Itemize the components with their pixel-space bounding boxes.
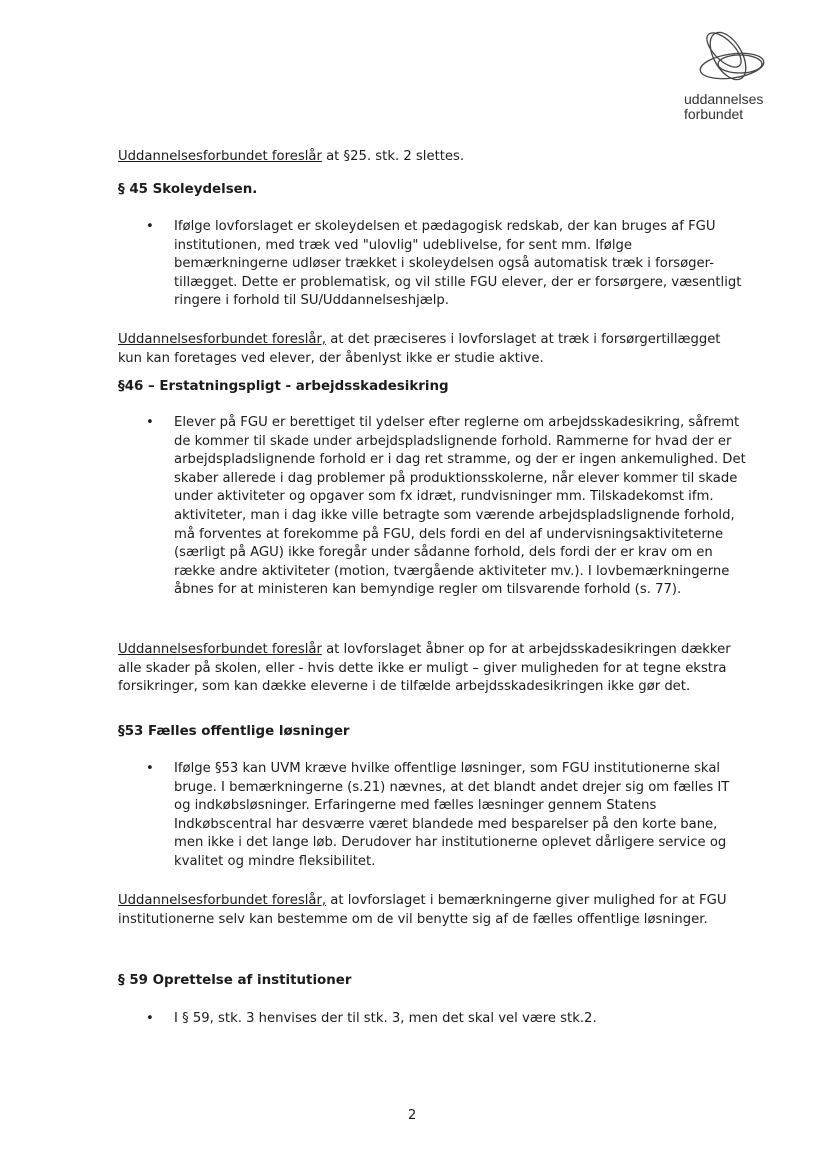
sec45-heading: § 45 Skoleydelsen. — [118, 182, 258, 197]
org-name: Uddannelsesforbundet foreslår, — [118, 332, 327, 347]
sec46-list — [118, 414, 748, 600]
bullet-item: • Elever på FGU er berettiget til ydelser efter reglerne om arbejdsskadesikring, såfremt de kommer til skade under arbejdspladslignende forhold. Rammerne for hvad der er arbejdspladslignende forhold er i dag ret stramme, og der er ingen ankemulighed. Det skaber allerede i dag problemer på produktionsskolerne, når elever kommer til skade under aktiviteter og opgaver som fx idræt, rundvisninger mm. Tilskadekomst ifm. aktiviteter, man i dag ikke ville betragte som værende arbejdspladslignende forhold, må forventes at forekomme på FGU, dels fordi en del af undervisningsaktiviteterne (særligt på AGU) ikke foregår under sådanne forhold, dels fordi der er krav om en række andre aktiviteter (motion, tværgående aktiviteter mv.). I lovbemærkningerne åbnes for at ministeren kan bemyndige regler om tilsvarende forhold (s. 77). — [118, 414, 748, 600]
sec53-list — [118, 760, 748, 872]
page-number: 2 — [408, 1108, 417, 1123]
bullet-item: • Ifølge lovforslaget er skoleydelsen et pædagogisk redskab, der kan bruges af FGU institutionen, med træk ved "ulovlig" udeblivelse, for sent mm. Ifølge bemærkningerne udløser trækket i skoleydelsen også automatisk træk i forsøger-tillægget. Dette er problematisk, og vil stille FGU elever, der er forsørgere, væsentligt ringere i forhold til SU/Uddannelseshjælp. — [118, 218, 748, 311]
logo-line-2: forbundet — [684, 106, 744, 122]
bullet-item: • Ifølge §53 kan UVM kræve hvilke offentlige løsninger, som FGU institutionerne skal bruge. I bemærkningerne (s.21) nævnes, at det blandt andet drejer sig om fælles IT og indkøbsløsninger. Erfaringerne med fælles læsninger gennem Statens Indkøbscentral har desværre været blandede med besparelser på den korte bane, men ikke i det lange løb. Derudover har institutionerne oplevet dårligere service og kvalitet og mindre fleksibilitet. — [118, 760, 748, 872]
logo-line-1: uddannelses — [684, 91, 764, 107]
sec46-heading: §46 – Erstatningspligt - arbejdsskadesikring — [118, 379, 449, 394]
org-name: Uddannelsesforbundet foreslår — [118, 642, 322, 657]
sec45-proposal — [118, 331, 748, 368]
logo-rings-icon — [694, 20, 778, 90]
sec25-proposal — [118, 148, 748, 167]
proposal-text: at lovforslaget åbner op for at arbejdsskadesikringen dækker alle skader på skolen, eller - hvis dette ikke er muligt – giver muligheden for at tegne ekstra forsikringer, som kan dække eleverne i de tilfælde arbejdsskadesikringen ikke gør det. — [118, 642, 731, 695]
sec53-heading: §53 Fælles offentlige løsninger — [118, 724, 350, 739]
sec59-list — [118, 1010, 748, 1029]
uddannelsesforbundet-logo — [676, 20, 786, 130]
proposal-text: at §25. stk. 2 slettes. — [321, 149, 465, 164]
proposal-text: at lovforslaget i bemærkningerne giver mulighed for at FGU institutionerne selv kan bestemme om de vil benytte sig af de fælles offentlige løsninger. — [118, 893, 727, 927]
sec53-proposal — [118, 892, 748, 929]
org-name: Uddannelsesforbundet foreslår — [118, 149, 322, 164]
sec59-heading: § 59 Oprettelse af institutioner — [118, 973, 352, 988]
bullet-item: • I § 59, stk. 3 henvises der til stk. 3, men det skal vel være stk.2. — [118, 1010, 748, 1029]
logo-wordmark — [684, 92, 763, 122]
sec46-proposal — [118, 641, 748, 697]
org-name: Uddannelsesforbundet foreslår, — [118, 893, 327, 908]
sec45-list — [118, 218, 748, 311]
proposal-text: at det præciseres i lovforslaget at træk i forsørgertillægget kun kan foretages ved elever, der åbenlyst ikke er studie aktive. — [118, 332, 721, 366]
